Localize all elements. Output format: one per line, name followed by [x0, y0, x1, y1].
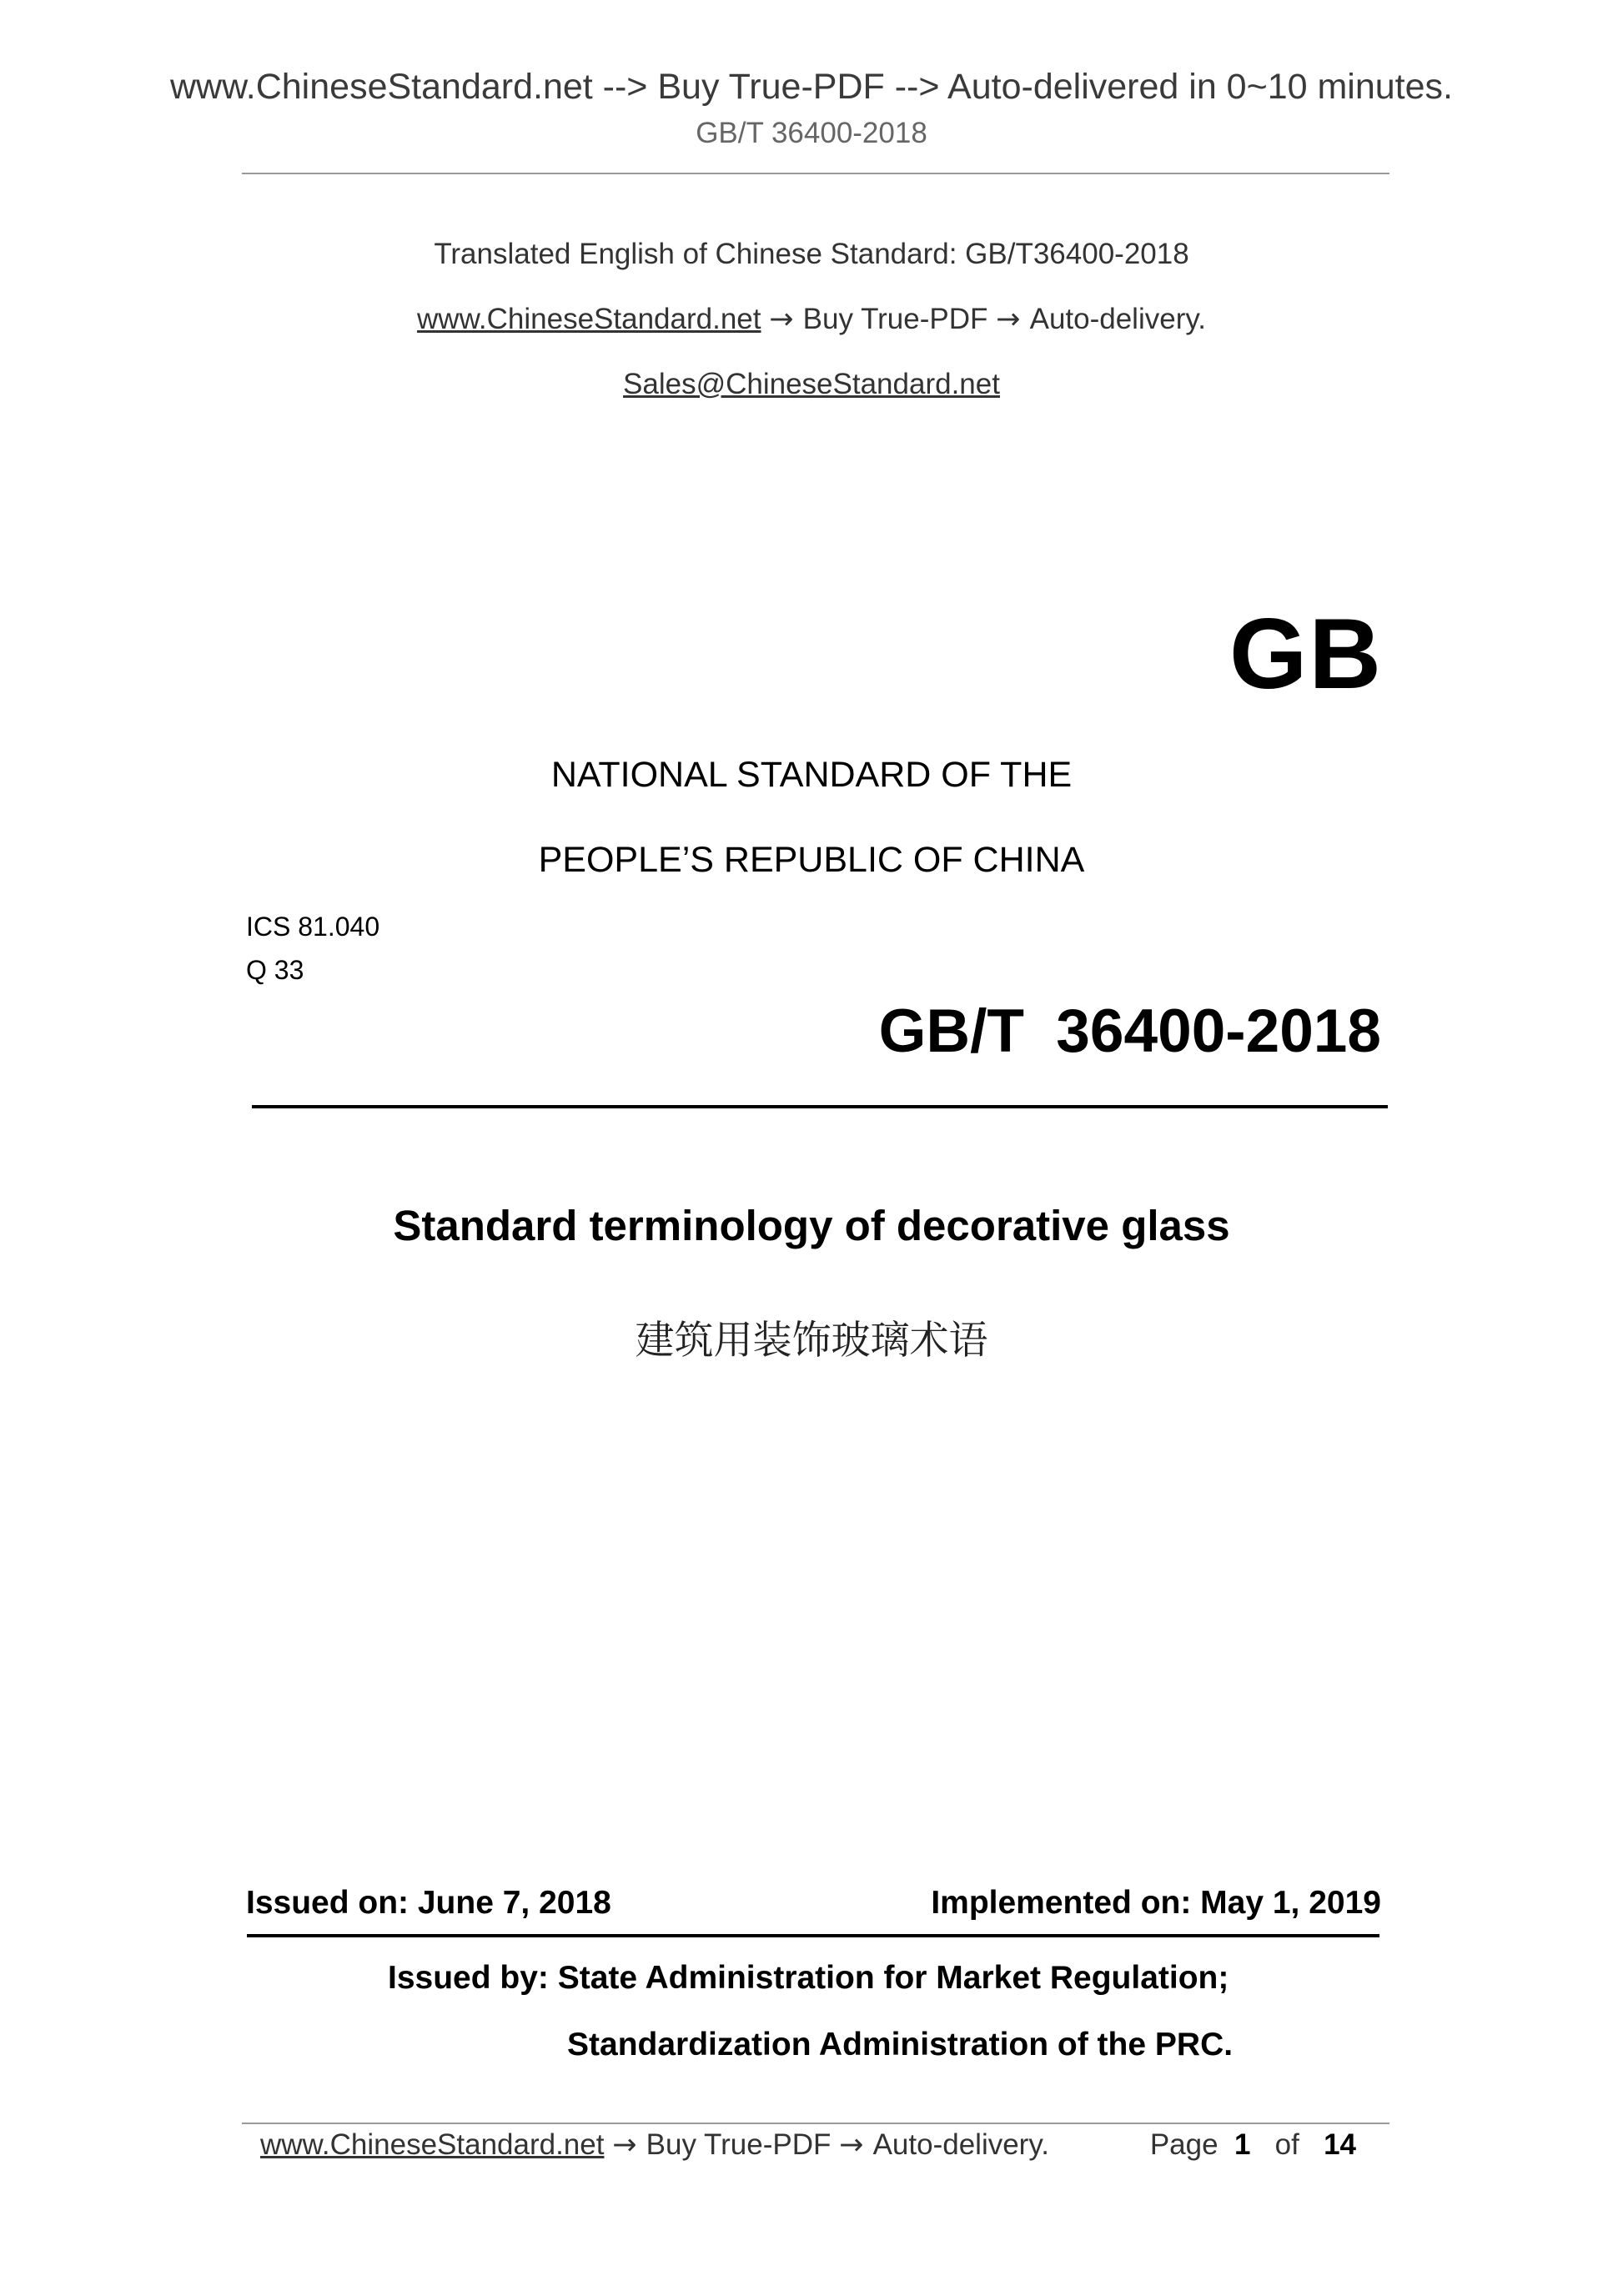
implemented-on-date: Implemented on: May 1, 2019	[931, 1885, 1381, 1921]
arrow-right-icon: →	[839, 2128, 873, 2162]
header-standard-code: GB/T 36400-2018	[696, 117, 927, 149]
issued-on-date: Issued on: June 7, 2018	[246, 1885, 611, 1921]
page-current: 1	[1234, 2128, 1251, 2161]
buy-text: Buy True-PDF	[802, 303, 988, 335]
footer-buy-text: Buy True-PDF	[646, 2128, 832, 2161]
ics-code: ICS 81.040	[246, 912, 380, 942]
top-banner: www.ChineseStandard.net --> Buy True-PDF --> Auto-delivered in 0~10 minutes.	[169, 67, 1453, 107]
national-standard-line2: PEOPLE’S REPUBLIC OF CHINA	[538, 840, 1085, 880]
title-chinese: 建筑用装饰玻璃术语	[635, 1318, 988, 1364]
gb-logo: GB	[1229, 598, 1383, 710]
page-of: of	[1274, 2128, 1299, 2161]
footer-site-link[interactable]: www.ChineseStandard.net	[260, 2128, 605, 2161]
title-divider	[252, 1105, 1388, 1108]
standard-number: GB/T 36400-2018	[878, 997, 1381, 1065]
q-code: Q 33	[246, 955, 304, 985]
site-link[interactable]: www.ChineseStandard.net	[417, 303, 761, 335]
arrow-right-icon: →	[612, 2128, 646, 2162]
buy-line	[0, 303, 1623, 336]
title-english: Standard terminology of decorative glass	[393, 1202, 1230, 1249]
delivery-text: Auto-delivery.	[1029, 303, 1206, 335]
sales-email-link[interactable]: Sales@ChineseStandard.net	[623, 368, 1000, 400]
footer-divider	[242, 2123, 1389, 2124]
arrow-right-icon: →	[996, 303, 1030, 336]
issued-by-line1: Issued by: State Administration for Market Regulation;	[388, 1960, 1229, 1996]
national-standard-line1: NATIONAL STANDARD OF THE	[550, 755, 1073, 795]
footer-delivery-text: Auto-delivery.	[872, 2128, 1049, 2161]
page-indicator	[1150, 2128, 1356, 2162]
translated-notice: Translated English of Chinese Standard: GB/T36400-2018	[434, 238, 1189, 270]
footer-buy-line	[260, 2128, 1049, 2162]
issued-by-line2: Standardization Administration of the PRC.	[567, 2027, 1234, 2062]
page-total: 14	[1324, 2128, 1356, 2161]
dates-divider	[247, 1934, 1379, 1937]
sales-line	[0, 368, 1623, 401]
arrow-right-icon: →	[769, 303, 803, 336]
header-divider	[242, 173, 1389, 174]
page-label: Page	[1149, 2128, 1219, 2161]
